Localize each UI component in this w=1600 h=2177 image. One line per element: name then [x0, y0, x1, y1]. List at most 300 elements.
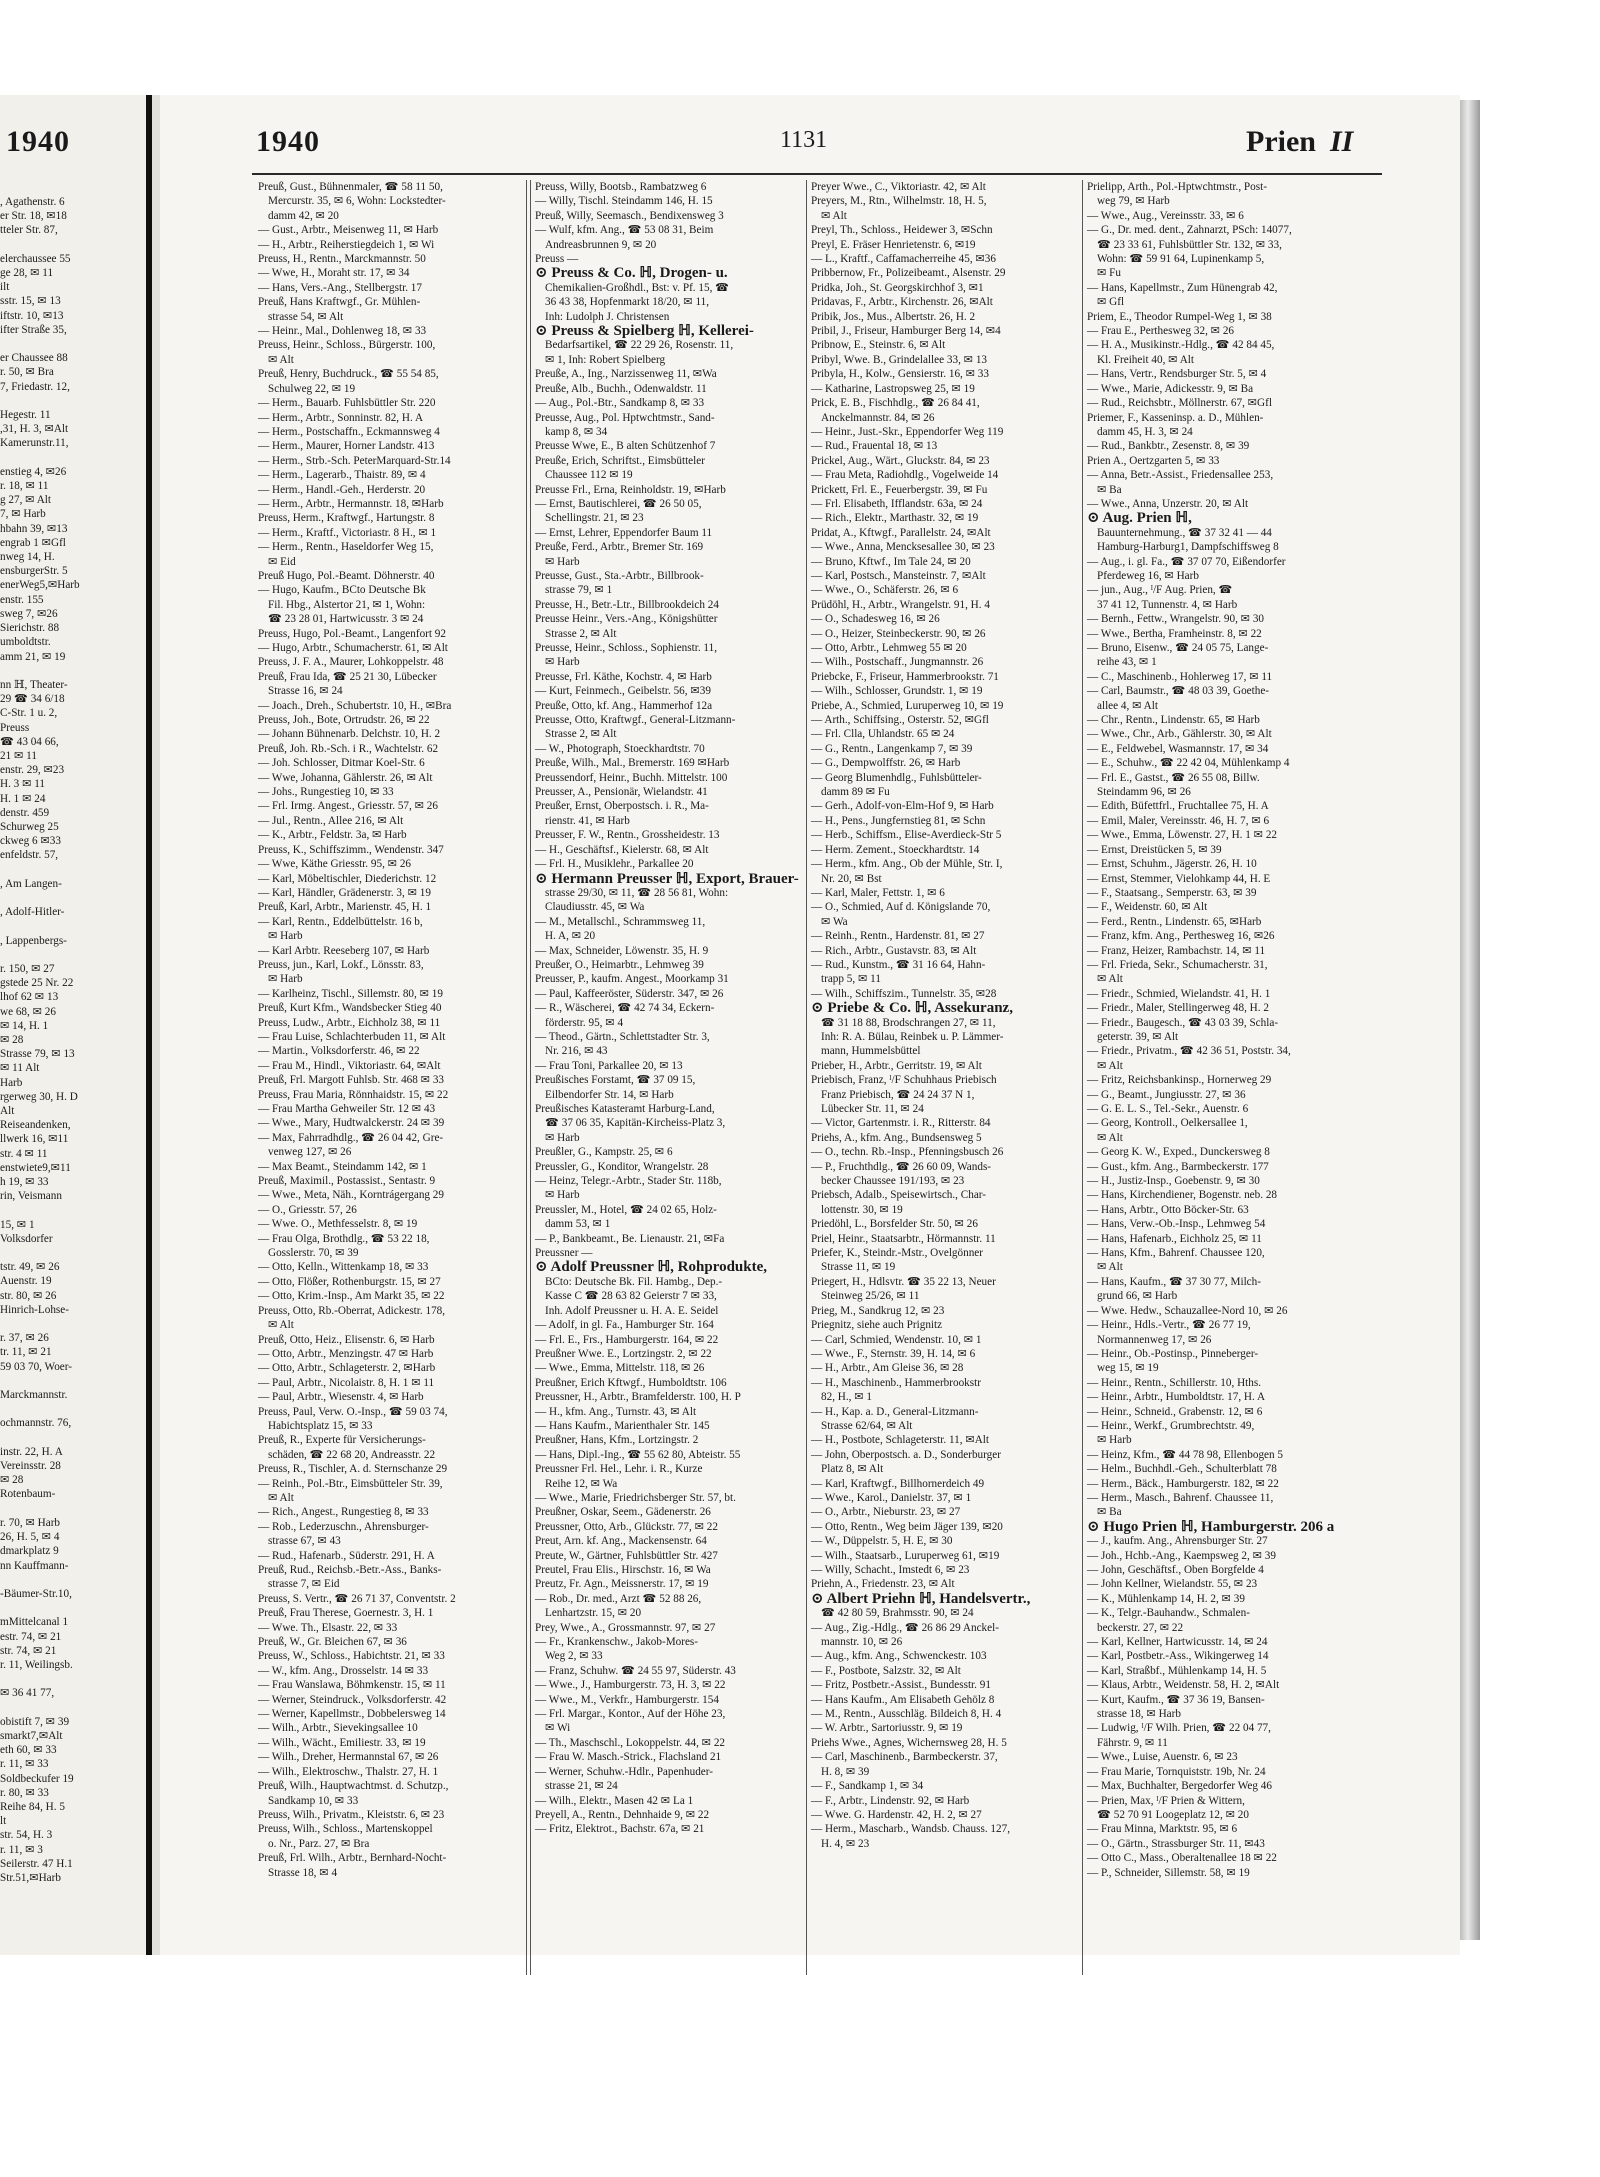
- directory-entry-line: — Frau Martha Gehweiler Str. 12 ✉ 43: [258, 1103, 436, 1115]
- directory-entry-line: — H., Arbtr., Am Gleise 36, ✉ 28: [811, 1362, 964, 1375]
- directory-entry-line: Preuss, Frau Maria, Rönnhaidstr. 15, ✉ 22: [258, 1088, 449, 1101]
- directory-entry-line: Wohn: ☎ 59 91 64, Lupinenkamp 5,: [1097, 253, 1265, 266]
- fragment-line: enerWeg5,✉Harb: [0, 579, 80, 592]
- directory-entry-line: — Victor, Gartenmstr. i. R., Ritterstr. 84: [811, 1117, 991, 1130]
- directory-entry-line: grund 66, ✉ Harb: [1097, 1290, 1178, 1303]
- directory-entry-line: Preuß, Frau Ida, ☎ 25 21 30, Lübecker: [258, 670, 437, 683]
- directory-entry-line: Preuss, Otto, Rb.-Oberrat, Adickestr. 178,: [258, 1304, 446, 1317]
- directory-entry-line: Schellingstr. 21, ✉ 23: [545, 512, 644, 525]
- fragment-line: [0, 337, 148, 351]
- directory-entry-line: — Arth., Schiffsing., Osterstr. 52, ✉Gfl: [811, 714, 989, 727]
- directory-entry-line: — Wilh., Schiffszim., Tunnelstr. 35, ✉28: [811, 987, 997, 1000]
- fragment-line: [0, 451, 148, 465]
- directory-entry-line: — Herm. Zement., Stoeckhardtstr. 14: [811, 843, 980, 856]
- directory-column-4: [1082, 180, 1355, 1975]
- directory-entry-line: ✉ Alt: [1097, 973, 1123, 986]
- directory-entry-line: Habichtsplatz 15, ✉ 33: [268, 1419, 373, 1432]
- directory-entry-line: — Hans, Kaufm., ☎ 37 30 77, Milch-: [1087, 1275, 1261, 1288]
- directory-entry-line: Priebe, A., Schmied, Luruperweg 10, ✉ 19: [811, 699, 1004, 712]
- directory-entry-line: — F., Staatsang., Semperstr. 63, ✉ 39: [1087, 886, 1257, 899]
- directory-entry-line: — E., Feldwebel, Wasmannstr. 17, ✉ 34: [1087, 742, 1269, 755]
- directory-entry-line: — Herm., Mascharb., Wandsb. Chauss. 127,: [811, 1823, 1010, 1836]
- directory-entry-line: Priefer, K., Steindr.-Mstr., Ovelgönner: [811, 1247, 983, 1260]
- directory-entry-line: Preußer, O., Heimarbtr., Lehmweg 39: [535, 958, 704, 971]
- directory-entry-line: Chaussee 112 ✉ 19: [545, 469, 633, 482]
- fragment-line: [0, 1573, 148, 1587]
- directory-entry-line: — Karl, Rentn., Eddelbüttelstr. 16 b,: [258, 915, 423, 928]
- directory-entry-line: — F., Sandkamp 1, ✉ 34: [811, 1780, 924, 1793]
- directory-entry-line: — Fr., Krankenschw., Jakob-Mores-: [535, 1636, 699, 1649]
- directory-entry-line: — Joh., Hchb.-Ang., Kaempsweg 2, ✉ 39: [1087, 1549, 1276, 1562]
- fragment-line: elerchaussee 55: [0, 252, 71, 265]
- directory-entry-line: Kl. Freiheit 40, ✉ Alt: [1097, 353, 1195, 366]
- directory-entry-line: — Ernst, Stemmer, Vielohkamp 44, H. E: [1087, 872, 1271, 885]
- directory-entry-line: — Aug., kfm. Ang., Schwenckestr. 103: [811, 1650, 987, 1663]
- directory-entry-line: — Rob., Lederzuschn., Ahrensburger-: [258, 1520, 429, 1533]
- directory-entry-line: — Hans, Vertr., Rendsburger Str. 5, ✉ 4: [1087, 368, 1267, 381]
- fragment-line: dmarkplatz 9: [0, 1545, 59, 1558]
- directory-entry-line: — Chr., Rentn., Lindenstr. 65, ✉ Harb: [1087, 714, 1260, 727]
- directory-entry-line: — Wwe. Hedw., Schauzallee-Nord 10, ✉ 26: [1087, 1304, 1288, 1317]
- directory-entry-line: Preuß, Maximil., Postassist., Sentastr. 9: [258, 1175, 436, 1188]
- directory-entry-line: ✉ Ba: [1097, 1506, 1122, 1519]
- directory-entry-line: — Rich., Arbtr., Gustavstr. 83, ✉ Alt: [811, 944, 977, 957]
- directory-entry-line: strasse 67, ✉ 43: [268, 1535, 341, 1548]
- fragment-line: ✉ 28: [0, 1033, 24, 1046]
- directory-entry-line: strasse 7, ✉ Eid: [268, 1578, 340, 1591]
- directory-entry-line: ✉ Alt: [268, 1319, 294, 1332]
- directory-entry-line: — Wwe., Mary, Hudtwalckerstr. 24 ✉ 39: [258, 1117, 445, 1130]
- directory-entry-line: — Frl. Frieda, Sekr., Schumacherstr. 31,: [1087, 958, 1268, 971]
- directory-entry-line: — M., Metallschl., Schrammsweg 11,: [535, 915, 706, 928]
- fragment-line: Seilerstr. 47 H.1: [0, 1857, 73, 1870]
- directory-entry-line: — Ernst, Dreistücken 5, ✉ 39: [1087, 843, 1222, 856]
- directory-entry-line: geterstr. 39, ✉ Alt: [1097, 1030, 1179, 1043]
- directory-entry-line: ✉ Harb: [545, 1131, 580, 1144]
- fragment-line: ☎ 43 04 66,: [0, 735, 59, 748]
- directory-entry-line: Kasse C ☎ 28 63 82 Geierstr 7 ✉ 33,: [545, 1290, 717, 1303]
- directory-entry-line: — Wilh., Wächt., Emiliestr. 33, ✉ 19: [258, 1736, 426, 1749]
- fragment-line: r. 11, ✉ 33: [0, 1758, 49, 1771]
- directory-entry-line: — Frau Wanslawa, Böhmkenstr. 15, ✉ 11: [258, 1679, 446, 1692]
- directory-entry-line: — Karl, Straßbf., Mühlenkamp 14, H. 5: [1087, 1664, 1267, 1677]
- directory-entry-line: ⊙ Preuss & Co. ℍ, Drogen- u.: [535, 266, 728, 281]
- directory-entry-line: Nr. 20, ✉ Bst: [821, 872, 882, 885]
- directory-entry-line: — K., Telgr.-Bauhandw., Schmalen-: [1087, 1607, 1250, 1620]
- directory-entry-line: — Anna, Betr.-Assist., Friedensallee 253,: [1087, 469, 1274, 482]
- directory-entry-line: Preussler, G., Konditor, Wrangelstr. 28: [535, 1160, 709, 1173]
- fragment-line: Hegestr. 11: [0, 409, 51, 422]
- directory-entry-line: Inh: Ludolph J. Christensen: [545, 310, 670, 323]
- directory-entry-line: Preyer Wwe., C., Viktoriastr. 42, ✉ Alt: [811, 181, 986, 193]
- fragment-line: [0, 863, 148, 877]
- directory-entry-line: — John Kellner, Wielandstr. 55, ✉ 23: [1087, 1578, 1258, 1591]
- directory-entry-line: Franz Priebisch, ☎ 24 24 37 N 1,: [821, 1088, 975, 1101]
- fragment-line: ckweg 6 ✉33: [0, 835, 61, 848]
- directory-entry-line: Preuss, Willy, Bootsb., Rambatzweg 6: [535, 181, 707, 193]
- directory-entry-line: — Heinr., Werkf., Grumbrechtstr. 49,: [1087, 1419, 1255, 1432]
- previous-page-fragment: [0, 95, 152, 1955]
- directory-entry-line: — Aug., i. gl. Fa., ☎ 37 07 70, Eißendorfer: [1087, 555, 1286, 568]
- directory-entry-line: Prickel, Aug., Wärt., Gluckstr. 84, ✉ 23: [811, 454, 990, 467]
- fragment-line: er Str. 18, ✉18: [0, 210, 67, 223]
- fragment-line: hbahn 39, ✉13: [0, 522, 68, 535]
- directory-entry-line: — Ernst, Bautischlerei, ☎ 26 50 05,: [535, 497, 702, 510]
- directory-entry-line: Claudiusstr. 45, ✉ Wa: [545, 901, 645, 914]
- directory-entry-line: — Herm., Kraftf., Victoriastr. 8 H., ✉ 1: [258, 526, 437, 539]
- volume-number: II: [1329, 125, 1354, 158]
- directory-entry-line: — Frau Luise, Schlachterbuden 11, ✉ Alt: [258, 1030, 446, 1043]
- fragment-line: rgerweg 30, H. D: [0, 1090, 78, 1103]
- directory-entry-line: — Karlheinz, Tischl., Sillemstr. 80, ✉ 19: [258, 987, 443, 1000]
- directory-entry-line: — Otto, Rentn., Weg beim Jäger 139, ✉20: [811, 1520, 1003, 1533]
- directory-entry-line: — Th., Maschschl., Lokoppelstr. 44, ✉ 22: [535, 1736, 726, 1749]
- directory-entry-line: Pribyla, H., Kolw., Gensierstr. 16, ✉ 33: [811, 368, 989, 381]
- running-title-name: Prien: [1246, 125, 1316, 158]
- directory-entry-line: Priel, Heinr., Staatsarbtr., Hörmannstr. 11: [811, 1232, 996, 1245]
- directory-entry-line: H. A, ✉ 20: [545, 930, 596, 943]
- directory-entry-line: — Frau Olga, Brothdlg., ☎ 53 22 18,: [258, 1232, 430, 1245]
- directory-entry-line: — Wwe., Marie, Friedrichsberger Str. 57, bt.: [535, 1491, 736, 1504]
- directory-entry-line: — Wwe., M., Verkfr., Hamburgerstr. 154: [535, 1693, 719, 1706]
- directory-entry-line: — Wwe., J., Hamburgerstr. 73, H. 3, ✉ 22: [535, 1679, 726, 1692]
- directory-entry-line: — Hans, Verw.-Ob.-Insp., Lehmweg 54: [1087, 1218, 1266, 1231]
- directory-entry-line: Pribbernow, Fr., Polizeibeamt., Alsenstr. 29: [811, 267, 1006, 280]
- directory-entry-line: H. 8, ✉ 39: [821, 1765, 870, 1778]
- directory-entry-line: Priegnitz, siehe auch Prignitz: [811, 1319, 943, 1332]
- directory-entry-line: Preuß, Kurt Kfm., Wandsbecker Stieg 40: [258, 1002, 442, 1015]
- directory-entry-line: — Herm., Handl.-Geh., Herderstr. 20: [258, 483, 426, 496]
- fragment-line: Reihe 84, H. 5: [0, 1800, 65, 1813]
- fragment-line: 29 ☎ 34 6/18: [0, 693, 65, 706]
- directory-entry-line: Preut, Arn. kf. Ang., Mackensenstr. 64: [535, 1535, 707, 1548]
- fragment-line: Reiseandenken,: [0, 1119, 71, 1132]
- fragment-line: tstr. 49, ✉ 26: [0, 1261, 60, 1274]
- directory-entry-line: — O., Heizer, Steinbeckerstr. 90, ✉ 26: [811, 627, 986, 640]
- directory-entry-line: 36 43 38, Hopfenmarkt 18/20, ✉ 11,: [545, 296, 710, 309]
- directory-entry-line: — H., Justiz-Insp., Goebenstr. 9, ✉ 30: [1087, 1175, 1260, 1188]
- directory-entry-line: Preutel, Frau Elis., Hirschstr. 16, ✉ Wa: [535, 1564, 711, 1576]
- header-rule: [252, 173, 1382, 175]
- directory-entry-line: Preuß, Gust., Bühnenmaler, ☎ 58 11 50,: [258, 181, 443, 193]
- directory-entry-line: strasse 21, ✉ 24: [545, 1780, 618, 1793]
- directory-entry-line: — H., Pens., Jungfernstieg 81, ✉ Schn: [811, 814, 986, 827]
- directory-entry-line: — Wwe., Bertha, Framheinstr. 8, ✉ 22: [1087, 627, 1262, 640]
- fragment-line: ochmannstr. 76,: [0, 1417, 72, 1430]
- directory-entry-line: — W., Photograph, Stoeckhardtstr. 70: [535, 742, 705, 755]
- fragment-line: amm 21, ✉ 19: [0, 650, 66, 663]
- directory-entry-line: — Johs., Rungestieg 10, ✉ 33: [258, 786, 394, 799]
- fragment-line: g 27, ✉ Alt: [0, 494, 52, 507]
- directory-entry-line: — Herm., Bauarb. Fuhlsbüttler Str. 220: [258, 397, 436, 410]
- directory-entry-line: — Heinz, Kfm., ☎ 44 78 98, Ellenbogen 5: [1087, 1448, 1284, 1461]
- directory-entry-line: — Max, Schneider, Löwenstr. 35, H. 9: [535, 944, 709, 957]
- fragment-line: [0, 1672, 148, 1686]
- directory-entry-line: — Otto, Flößer, Rothenburgstr. 15, ✉ 27: [258, 1275, 441, 1288]
- directory-entry-line: Preuss —: [535, 253, 579, 266]
- directory-entry-line: — O., Griesstr. 57, 26: [258, 1203, 357, 1216]
- fragment-line: 59 03 70, Woer-: [0, 1360, 72, 1373]
- directory-entry-line: — Wwe., Meta, Näh., Korntrágergang 29: [258, 1189, 444, 1202]
- directory-entry-line: — Frau Toni, Parkallee 20, ✉ 13: [535, 1059, 683, 1072]
- directory-entry-line: — Wilh., Elektroschw., Thalstr. 27, H. 1: [258, 1765, 439, 1778]
- directory-entry-line: Prüdöhl, H., Arbtr., Wrangelstr. 91, H. 4: [811, 598, 990, 611]
- fragment-line: C-Str. 1 u. 2,: [0, 707, 58, 720]
- fragment-line: we 68, ✉ 26: [0, 1005, 56, 1018]
- directory-entry-line: lottenstr. 30, ✉ 19: [821, 1203, 903, 1216]
- directory-entry-line: — Georg, Kontroll., Oelkersallee 1,: [1087, 1117, 1248, 1130]
- fragment-line: enstieg 4, ✉26: [0, 465, 67, 478]
- directory-entry-line: — Hans, Kfm., Bahrenf. Chaussee 120,: [1087, 1247, 1265, 1260]
- directory-entry-line: — Frl. Irmg. Angest., Griesstr. 57, ✉ 26: [258, 800, 438, 813]
- previous-page-lines: [0, 195, 148, 1885]
- fragment-line: r. 70, ✉ Harb: [0, 1516, 61, 1529]
- directory-entry-line: — Werner, Schuhw.-Hdlr., Papenhuder-: [535, 1765, 714, 1778]
- directory-entry-line: — Herm., Bäck., Hamburgerstr. 182, ✉ 22: [1087, 1477, 1279, 1490]
- directory-entry-line: Preuß Hugo, Pol.-Beamt. Döhnerstr. 40: [258, 569, 435, 582]
- directory-entry-line: Preyers, M., Rtn., Wilhelmstr. 18, H. 5,: [811, 195, 987, 208]
- directory-entry-line: Preußler, G., Kampstr. 25, ✉ 6: [535, 1146, 673, 1159]
- directory-entry-line: Strasse 2, ✉ Alt: [545, 627, 617, 640]
- directory-entry-line: — Heinr., Hdls.-Vertr., ☎ 26 77 19,: [1087, 1319, 1251, 1332]
- directory-entry-line: — P., Bankbeamt., Be. Lienaustr. 21, ✉Fa: [535, 1232, 725, 1245]
- directory-entry-line: — Wwe. O., Methfesselstr. 8, ✉ 19: [258, 1218, 418, 1231]
- directory-entry-line: Preuss, Wilh., Privatm., Kleiststr. 6, ✉ 23: [258, 1808, 445, 1821]
- directory-entry-line: — Carl, Baumstr., ☎ 48 03 39, Goethe-: [1087, 685, 1270, 698]
- directory-entry-line: Anckelmannstr. 84, ✉ 26: [821, 411, 935, 424]
- directory-entry-line: Steinweg 25/26, ✉ 11: [821, 1290, 920, 1303]
- directory-entry-line: — K., Mühlenkamp 14, H. 2, ✉ 39: [1087, 1592, 1245, 1605]
- directory-entry-line: ✉ Harb: [1097, 1434, 1132, 1447]
- fragment-line: denstr. 459: [0, 806, 50, 819]
- directory-entry-line: — Herm., Maurer, Horner Landstr. 413: [258, 440, 435, 453]
- directory-entry-line: Preusse, H., Betr.-Ltr., Billbrookdeich 24: [535, 598, 719, 611]
- directory-entry-line: strasse 79, ✉ 1: [545, 584, 613, 597]
- directory-entry-line: — Wwe. Th., Elsastr. 22, ✉ 33: [258, 1621, 398, 1634]
- directory-entry-line: — Wilh., Staatsarb., Luruperweg 61, ✉19: [811, 1549, 1000, 1562]
- directory-entry-line: Preusse Heinr., Vers.-Ang., Königshütter: [535, 613, 718, 626]
- fragment-line: r. 50, ✉ Bra: [0, 366, 54, 379]
- directory-entry-line: — Wwe., F., Sternstr. 39, H. 14, ✉ 6: [811, 1347, 976, 1360]
- directory-entry-line: — Wwe., Luise, Auenstr. 6, ✉ 23: [1087, 1751, 1238, 1764]
- directory-entry-line: mann, Hummelsbüttel: [821, 1045, 921, 1058]
- fragment-line: ensburgerStr. 5: [0, 565, 68, 578]
- directory-column-2: [530, 180, 803, 1975]
- directory-entry-line: — H., Kap. a. D., General-Litzmann-: [811, 1405, 979, 1418]
- fragment-line: rin, Veismann: [0, 1190, 62, 1203]
- directory-entry-line: Mercurstr. 35, ✉ 6, Wohn: Lockstedter-: [268, 195, 446, 208]
- directory-entry-line: ☎ 23 28 01, Hartwicusstr. 3 ✉ 24: [268, 613, 424, 626]
- directory-entry-line: Strasse 2, ✉ Alt: [545, 728, 617, 741]
- directory-entry-line: — Friedr., Maler, Stellingerweg 48, H. 2: [1087, 1002, 1269, 1015]
- book-page-edge: [1460, 100, 1480, 1940]
- directory-entry-line: Preute, W., Gärtner, Fuhlsbüttler Str. 427: [535, 1549, 718, 1562]
- directory-entry-line: — W., Düppelstr. 5, H. E, ✉ 30: [811, 1535, 953, 1548]
- directory-entry-line: — Wwe., Chr., Arb., Gählerstr. 30, ✉ Alt: [1087, 728, 1272, 741]
- directory-entry-line: Preuss, K., Schiffszimm., Wendenstr. 347: [258, 843, 444, 856]
- directory-entry-line: ✉ Harb: [268, 973, 303, 986]
- directory-entry-line: — Wilh., Elektr., Masen 42 ✉ La 1: [535, 1794, 694, 1807]
- fragment-line: Sierichstr. 88: [0, 622, 60, 635]
- directory-entry-line: — E., Schuhw., ☎ 22 42 04, Mühlenkamp 4: [1087, 757, 1290, 770]
- directory-entry-line: Preußisches Forstamt, ☎ 37 09 15,: [535, 1074, 696, 1087]
- fragment-line: -Bäumer-Str.10,: [0, 1587, 72, 1600]
- page-year: 1940: [256, 125, 320, 158]
- directory-entry-line: Pridavas, F., Arbtr., Kirchenstr. 26, ✉Alt: [811, 296, 993, 309]
- directory-entry-line: — Gust., Arbtr., Meisenweg 11, ✉ Harb: [258, 224, 439, 237]
- directory-entry-line: Fährstr. 9, ✉ 11: [1097, 1736, 1168, 1749]
- fragment-line: 7, Friedastr. 12,: [0, 380, 70, 393]
- directory-entry-line: — O., Arbtr., Nieburstr. 23, ✉ 27: [811, 1506, 961, 1519]
- directory-entry-line: Andreasbrunnen 9, ✉ 20: [545, 238, 657, 251]
- directory-entry-line: Pridka, Joh., St. Georgskirchhof 3, ✉1: [811, 281, 984, 294]
- directory-entry-line: Preuße, Wilh., Mal., Bremerstr. 169 ✉Harb: [535, 757, 730, 770]
- fragment-line: [0, 891, 148, 905]
- directory-entry-line: Preuß, Joh. Rb.-Sch. i R., Wachtelstr. 62: [258, 742, 439, 755]
- directory-entry-line: Pribyl, Wwe. B., Grindelallee 33, ✉ 13: [811, 353, 988, 366]
- directory-entry-line: — Max, Fahrradhdlg., ☎ 26 04 42, Gre-: [258, 1131, 444, 1144]
- directory-entry-line: — Klaus, Arbtr., Weidenstr. 58, H. 2, ✉Alt: [1087, 1679, 1280, 1692]
- directory-entry-line: Eilbendorfer Str. 14, ✉ Harb: [545, 1088, 674, 1101]
- fragment-line: sstr. 15, ✉ 13: [0, 295, 61, 308]
- directory-entry-line: Priebisch, Franz, ᴵ/F Schuhhaus Priebisch: [811, 1074, 997, 1087]
- directory-entry-line: — Ludwig, ᴵ/F Wilh. Prien, ☎ 22 04 77,: [1087, 1722, 1271, 1735]
- directory-entry-line: — G., Dempwolffstr. 26, ✉ Harb: [811, 757, 961, 770]
- directory-entry-line: Chemikalien-Großhdl., Bst: v. Pf. 15, ☎: [545, 281, 730, 294]
- directory-entry-line: — Franz, Schuhw. ☎ 24 55 97, Süderstr. 43: [535, 1664, 736, 1677]
- directory-entry-line: ✉ Alt: [268, 353, 294, 366]
- fragment-line: [0, 1502, 148, 1516]
- directory-entry-line: — Friedr., Privatm., ☎ 42 36 51, Poststr. 34,: [1087, 1045, 1291, 1058]
- directory-entry-line: — Joh. Schlosser, Ditmar Koel-Str. 6: [258, 757, 425, 770]
- directory-entry-line: ⊙ Hugo Prien ℍ, Hamburgerstr. 206 a: [1087, 1519, 1335, 1535]
- directory-entry-line: — Otto, Arbtr., Lehmweg 55 ✉ 20: [811, 642, 967, 654]
- directory-entry-line: — Hugo, Kaufm., BCto Deutsche Bk: [258, 584, 426, 597]
- directory-entry-line: — Otto, Kelln., Wittenkamp 18, ✉ 33: [258, 1261, 429, 1274]
- directory-entry-line: Preuß, Karl, Arbtr., Marienstr. 45, H. 1: [258, 901, 432, 914]
- directory-entry-line: — Hans Kaufm., Marienthaler Str. 145: [535, 1419, 710, 1432]
- directory-entry-line: — Carl, Maschinenb., Barmbeckerstr. 37,: [811, 1751, 998, 1764]
- directory-entry-line: — Karl, Kellner, Hartwicusstr. 14, ✉ 24: [1087, 1636, 1268, 1649]
- directory-entry-line: ✉ Wi: [545, 1722, 571, 1735]
- directory-entry-line: Preuss, R., Tischler, A. d. Sternschanze 29: [258, 1463, 448, 1476]
- directory-entry-line: — G. E. L. S., Tel.-Sekr., Auenstr. 6: [1087, 1103, 1249, 1115]
- directory-entry-line: — Herm., Arbtr., Hermannstr. 18, ✉Harb: [258, 497, 444, 510]
- directory-entry-line: — Hans, Dipl.-Ing., ☎ 55 62 80, Abteistr. 55: [535, 1448, 741, 1461]
- fragment-line: instr. 22, H. A: [0, 1445, 63, 1458]
- directory-entry-line: — Wwe, Johanna, Gählerstr. 26, ✉ Alt: [258, 771, 433, 784]
- directory-entry-line: — Karl, Möbeltischler, Diederichstr. 12: [258, 872, 437, 885]
- running-title: [1246, 125, 1353, 159]
- directory-entry-line: — Wwe, Käthe Griesstr. 95, ✉ 26: [258, 858, 412, 871]
- directory-entry-line: — F., Arbtr., Lindenstr. 92, ✉ Harb: [811, 1794, 970, 1807]
- fragment-line: [0, 664, 148, 678]
- directory-entry-line: Preußner, Hans, Kfm., Lortzingstr. 2: [535, 1434, 699, 1447]
- fragment-line: ilt: [0, 281, 10, 294]
- directory-entry-line: Preusse, Heinr., Schloss., Sophienstr. 11,: [535, 642, 718, 654]
- directory-entry-line: Nr. 216, ✉ 43: [545, 1045, 608, 1058]
- directory-entry-line: — Herm., kfm. Ang., Ob der Mühle, Str. I,: [811, 858, 1003, 871]
- directory-entry-line: — G., Rentn., Langenkamp 7, ✉ 39: [811, 742, 973, 755]
- directory-entry-line: — Frl. E., Gastst., ☎ 26 55 08, Billw.: [1087, 771, 1260, 784]
- directory-entry-line: — Theod., Gärtn., Schlettstadter Str. 3,: [535, 1030, 710, 1043]
- directory-entry-line: — Fritz, Reichsbankinsp., Hornerweg 29: [1087, 1074, 1272, 1087]
- directory-entry-line: Platz 8, ✉ Alt: [821, 1463, 884, 1476]
- fragment-line: [0, 1601, 148, 1615]
- directory-entry-line: — Werner, Kapellmstr., Dobbelersweg 14: [258, 1708, 446, 1721]
- fragment-line: lt: [0, 1815, 7, 1828]
- fragment-line: nweg 14, H.: [0, 551, 55, 564]
- directory-entry-line: Preuss, S. Vertr., ☎ 26 71 37, Conventstr. 2: [258, 1592, 456, 1605]
- directory-entry-line: kamp 8, ✉ 34: [545, 425, 608, 438]
- directory-entry-line: Gosslerstr. 70, ✉ 39: [268, 1247, 359, 1260]
- directory-entry-line: Preußner Wwe. E., Lortzingstr. 2, ✉ 22: [535, 1347, 712, 1360]
- directory-entry-line: Preußer, Ernst, Oberpostsch. i. R., Ma-: [535, 800, 709, 813]
- directory-entry-line: ✉ Alt: [268, 1491, 294, 1504]
- directory-entry-line: Preuss, Ludw., Arbtr., Eichholz 38, ✉ 11: [258, 1016, 441, 1029]
- directory-entry-line: Preusser, F. W., Rentn., Grossheidestr. 13: [535, 829, 720, 842]
- directory-entry-line: Pridat, A., Kftwgf., Parallelstr. 24, ✉Alt: [811, 526, 991, 539]
- directory-entry-line: Preuß, Henry, Buchdruck., ☎ 55 54 85,: [258, 368, 439, 381]
- directory-entry-line: — Heinr., Ob.-Postinsp., Pinneberger-: [1087, 1347, 1259, 1360]
- directory-entry-line: Preuss, Hugo, Pol.-Beamt., Langenfort 92: [258, 627, 446, 640]
- directory-entry-line: — Wwe, H., Moraht str. 17, ✉ 34: [258, 267, 410, 280]
- directory-entry-line: — Wwe., Aug., Vereinsstr. 33, ✉ 6: [1087, 209, 1244, 222]
- directory-entry-line: — J., kaufm. Ang., Ahrensburger Str. 27: [1087, 1535, 1268, 1548]
- fragment-line: er Chaussee 88: [0, 352, 68, 365]
- directory-entry-line: — Werner, Steindruck., Volksdorferstr. 42: [258, 1693, 447, 1706]
- fragment-line: eth 60, ✉ 33: [0, 1744, 57, 1757]
- fragment-line: smarkt7,✉Alt: [0, 1729, 63, 1742]
- directory-entry-line: — C., Maschinenb., Hohlerweg 17, ✉ 11: [1087, 670, 1273, 683]
- directory-entry-line: — Fritz, Postbetr.-Assist., Bundesstr. 91: [811, 1679, 991, 1692]
- fragment-line: 21 ✉ 11: [0, 749, 37, 762]
- directory-entry-line: — Heinz, Telegr.-Arbtr., Stader Str. 118b,: [535, 1175, 722, 1188]
- directory-entry-line: — H., Maschinenb., Hammerbrookstr: [811, 1376, 981, 1389]
- fragment-line: gstede 25 Nr. 22: [0, 977, 74, 990]
- directory-entry-line: — K., Arbtr., Feldstr. 3a, ✉ Harb: [258, 829, 407, 842]
- fragment-line: Hinrich-Lohse-: [0, 1303, 69, 1316]
- directory-entry-line: — Frl. Margar., Kontor., Auf der Höhe 23,: [535, 1708, 726, 1721]
- directory-entry-line: — R., Wäscherei, ☎ 42 74 34, Eckern-: [535, 1002, 715, 1015]
- directory-entry-line: ☎ 23 33 61, Fuhlsbüttler Str. 132, ✉ 33,: [1097, 238, 1282, 251]
- directory-entry-line: — Frau E., Perthesweg 32, ✉ 26: [1087, 325, 1235, 338]
- directory-entry-line: — Wulf, kfm. Ang., ☎ 53 08 31, Beim: [535, 224, 714, 237]
- directory-entry-line: — Karl, Maler, Fettstr. 1, ✉ 6: [811, 886, 945, 899]
- fragment-line: Strasse 79, ✉ 13: [0, 1048, 75, 1061]
- directory-entry-line: ✉ Alt: [821, 209, 847, 222]
- directory-entry-line: — Gerh., Adolf-von-Elm-Hof 9, ✉ Harb: [811, 800, 994, 813]
- directory-entry-line: — Paul, Arbtr., Nicolaistr. 8, H. 1 ✉ 11: [258, 1376, 435, 1389]
- fragment-line: sweg 7, ✉26: [0, 607, 58, 620]
- directory-entry-line: H. 4, ✉ 23: [821, 1837, 870, 1850]
- directory-entry-line: — O., Schadesweg 16, ✉ 26: [811, 613, 940, 626]
- directory-entry-line: — H., Arbtr., Reiherstiegdeich 1, ✉ Wi: [258, 238, 435, 251]
- fragment-line: [0, 394, 148, 408]
- directory-entry-line: — Paul, Kaffeeröster, Süderstr. 347, ✉ 26: [535, 987, 724, 1000]
- directory-entry-line: Pferdeweg 16, ✉ Harb: [1097, 569, 1199, 582]
- fragment-line: enfeldstr. 57,: [0, 849, 59, 862]
- directory-entry-line: — Hugo, Arbtr., Schumacherstr. 61, ✉ Alt: [258, 642, 448, 654]
- directory-entry-line: ✉ Alt: [1097, 1059, 1123, 1072]
- fragment-line: 26, H. 5, ✉ 4: [0, 1531, 60, 1544]
- fragment-line: ge 28, ✉ 11: [0, 267, 54, 280]
- directory-entry-line: — H. A., Musikinstr.-Hdlg., ☎ 42 84 45,: [1087, 339, 1275, 352]
- directory-entry-line: ⊙ Albert Priehn ℍ, Handelsvertr.,: [811, 1591, 1031, 1607]
- fragment-line: enstr. 155: [0, 593, 44, 606]
- directory-entry-line: Priehn, A., Friedenstr. 23, ✉ Alt: [811, 1578, 955, 1591]
- directory-entry-line: Prien A., Oertzgarten 5, ✉ 33: [1087, 454, 1220, 467]
